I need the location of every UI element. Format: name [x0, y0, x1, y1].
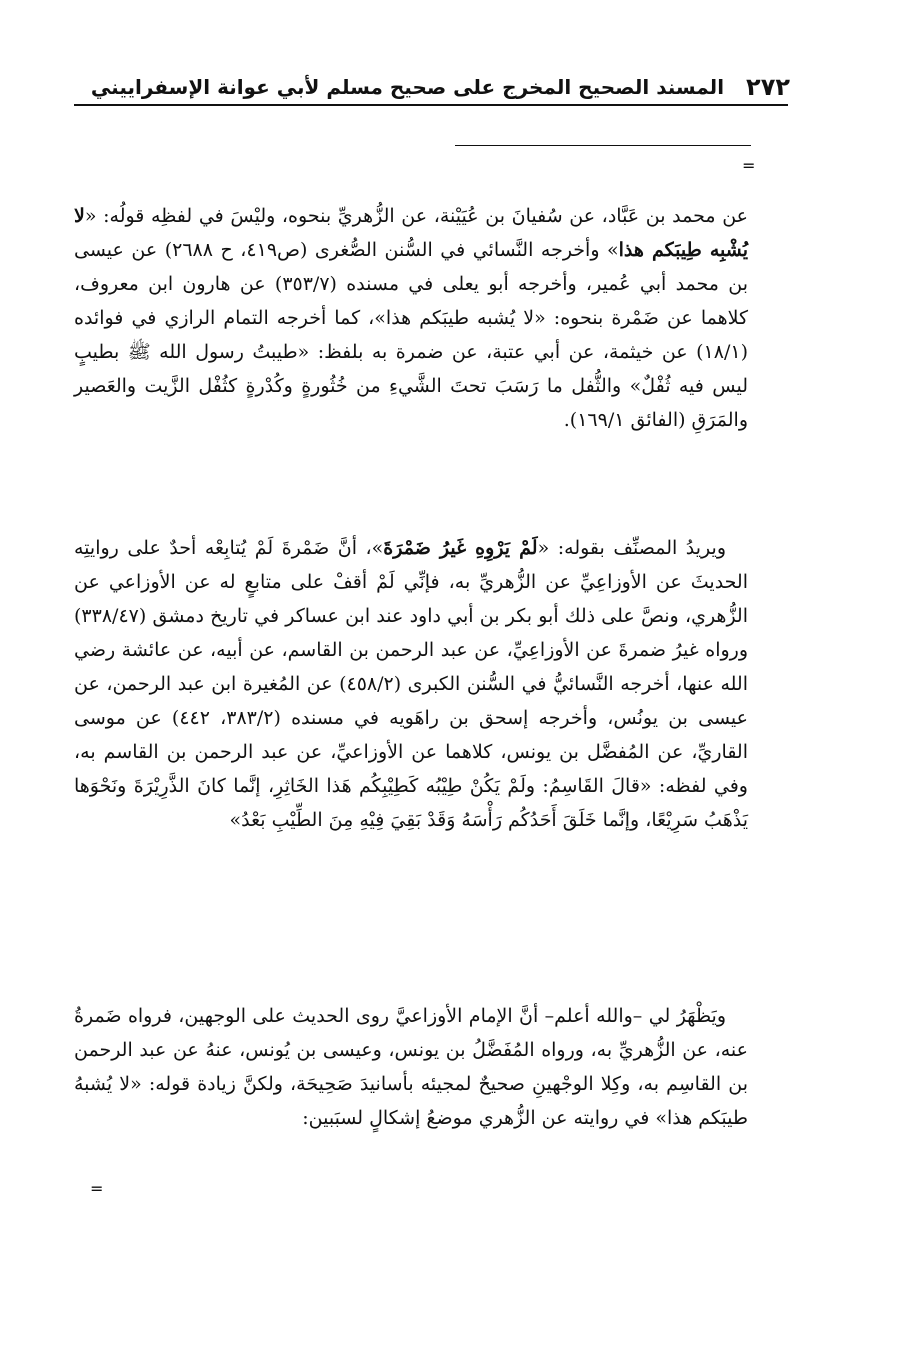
- paragraph-2: [74, 531, 748, 837]
- footnote-separator: [455, 145, 751, 146]
- page-header: [74, 60, 790, 102]
- continuation-marker-bottom: =: [90, 1179, 104, 1198]
- paragraph-2-text-b: »، أنَّ ضَمْرةَ لَمْ يُتابِعْه أحدٌ على روايتِه الحديثَ عن الأوزاعِيِّ عن الزُّهريِّ به، فإنِّي لَمْ أقفْ على متابعٍ له عن الأوزاعي عن الزُّهري، ونصَّ على ذلك أبو بكر بن أبي داود عند ابن عساكر في تاريخ دمشق (٣٣٨/٤٧) ورواه غيرُ ضمرةَ عن الأوزاعِيِّ، عن عبد الرحمن بن القاسم، عن أبيه، عن عائشة رضي الله عنها، أخرجه النَّسائيُّ في السُّنن الكبرى (٤٥٨/٢) عن المُغيرة ابن عبد الرحمن، عن عيسى بن يونُس، وأخرجه إسحق بن راهَويه في مسنده (٣٨٣/٢، ٤٤٢) عن موسى القاريِّ، عن المُفضَّل بن يونس، كلاهما عن الأوزاعيِّ، عن عبد الرحمن بن القاسم به، وفي لفظه: «قالَ القَاسِمُ: ولَمْ يَكُنْ طِيْبُه كَطِيْبِكُم هَذا الخَاثِرِ، إنَّما كانَ الذَّرِيْرَةَ ونَحْوَها يَذْهَبُ سَرِيْعًا، وإنَّما خَلَقَ أَحَدُكُم رَأْسَهُ وَقَدْ بَقِيَ فِيْهِ مِنَ الطِّيْبِ بَعْدُ»: [74, 537, 748, 831]
- continuation-marker-top: =: [742, 156, 756, 175]
- paragraph-3-text: ويَظْهَرُ لي –والله أعلم– أنَّ الإمام الأوزاعيَّ روى الحديث على الوجهين، فرواه ضَمرةُ عنه، عن الزُّهريِّ به، ورواه المُفَضَّلُ بن يونس، وعيسى بن يُونس، عنهُ عن عبد الرحمن بن القاسِم به، وكِلا الوجْهينِ صحيحٌ لمجيئه بأسانيدَ صَحِيحَة، ولكنَّ زيادة قوله: «لا يُشبهُ طيبَكم هذا» في روايته عن الزُّهري موضعُ إشكالٍ لسبَبين:: [74, 1005, 748, 1129]
- running-title: المسند الصحيح المخرج على صحيح مسلم لأبي عوانة الإسفراييني: [90, 75, 725, 99]
- paragraph-1: [74, 199, 748, 437]
- page-number: ٢٧٢: [746, 73, 790, 101]
- paragraph-1-text-b: » وأخرجه النَّسائي في السُّنن الصُّغرى (ص٤١٩، ح ٢٦٨٨) عن عيسى بن محمد أبي عُمير، وأخرجه أبو يعلى في مسنده (٣٥٣/٧) عن هارون ابن معروف، كلاهما عن ضَمْرة بنحوه: «لا يُشبه طيبَكم هذا»، كما أخرجه التمام الرازي في فوائده (١٨/١) عن خيثمة، عن أبي عتبة، عن ضمرة به بلفظ: «طيبتُ رسول الله ﷺ بطيبٍ ليس فيه ثُفْلٌ» والثُّفل ما رَسَبَ تحتَ الشَّيءِ من خُثُورةٍ وكُدْرةٍ كثُفْل الزَّيت والعَصير والمَرَقِ (الفائق ١٦٩/١).: [74, 239, 748, 431]
- header-rule: [74, 104, 788, 106]
- paragraph-2-quote: لَمْ يَرْوِهِ غَيرُ ضَمْرَةَ: [383, 537, 538, 559]
- paragraph-2-text-a: ويريدُ المصنِّف بقوله: «: [537, 537, 726, 559]
- paragraph-1-text-a: عن محمد بن عَبَّاد، عن سُفيانَ بن عُيَيْنة، عن الزُّهريِّ بنحوه، وليْسَ في لفظِه قولُه: «: [84, 205, 748, 227]
- paragraph-3: [74, 999, 748, 1135]
- paragraph-1-quote: لا يُشْبِه طِيبَكم هذا: [74, 205, 749, 261]
